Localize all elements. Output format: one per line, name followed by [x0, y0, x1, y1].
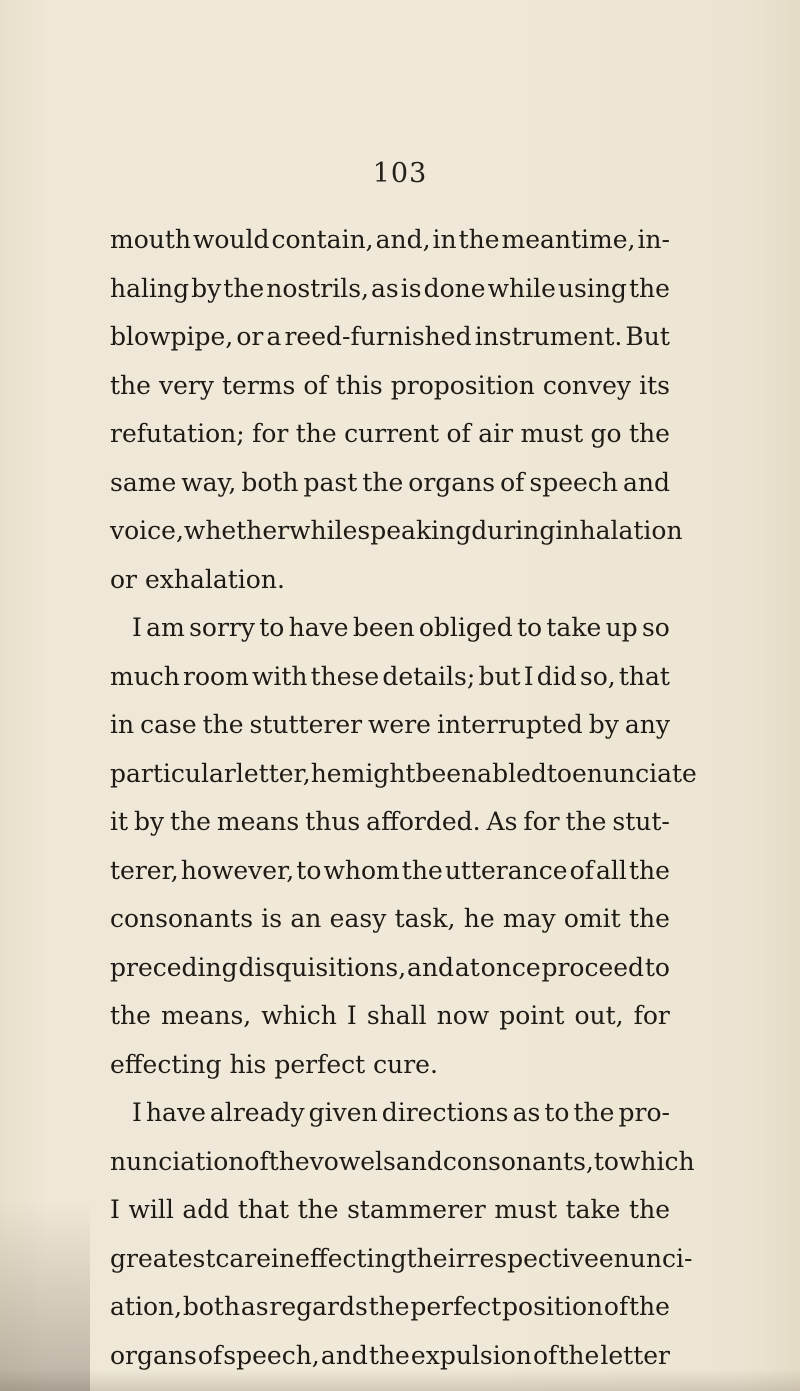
word: of [603, 1292, 629, 1321]
word: But [625, 322, 670, 351]
word: to [546, 758, 572, 788]
text-line [110, 604, 670, 653]
word: refutation; [110, 419, 245, 448]
word: in [432, 225, 457, 254]
word: vowels [309, 1146, 396, 1176]
word: mouth [110, 225, 192, 254]
word: organs [408, 467, 496, 497]
word: these [310, 661, 380, 691]
word: and [320, 1340, 368, 1370]
text-line [110, 410, 670, 459]
word: shall [366, 1001, 427, 1030]
word: the [458, 225, 500, 254]
text-line [110, 1089, 670, 1138]
word: the [362, 467, 404, 497]
text-line [110, 653, 670, 702]
word: during [471, 516, 556, 545]
word: the [629, 1195, 670, 1224]
word: any [624, 710, 670, 739]
word: is [261, 904, 283, 933]
word: organs [110, 1340, 197, 1370]
word: out, [574, 1001, 624, 1030]
word: this [335, 370, 383, 400]
word: thus [305, 807, 361, 836]
word: effecting [295, 1243, 407, 1273]
word: the [629, 419, 670, 448]
word: both [241, 467, 299, 497]
word: must [494, 1195, 558, 1224]
word: afforded. [366, 807, 481, 836]
word: have [145, 1098, 206, 1127]
body-text [110, 216, 697, 1380]
word: the [629, 904, 670, 933]
text-line [110, 362, 670, 411]
word: so, [579, 661, 616, 691]
word: did [536, 661, 577, 691]
word: with [251, 661, 308, 691]
word: am [146, 613, 185, 642]
word: and [395, 1146, 443, 1176]
word: as [371, 273, 399, 303]
word: the [297, 1195, 339, 1224]
word: way, [181, 467, 237, 497]
word: I [132, 1098, 142, 1127]
text-line [110, 847, 670, 896]
word: the [629, 1292, 670, 1321]
word: done [423, 273, 486, 303]
word: to [593, 1146, 619, 1176]
word: proposition [390, 370, 535, 400]
word: case [140, 710, 197, 739]
word: it [110, 807, 129, 836]
text-line [110, 701, 670, 750]
word: for [523, 807, 560, 836]
word: past [303, 467, 358, 497]
word: for [633, 1001, 670, 1030]
word: as [240, 1292, 269, 1321]
text-line [110, 1283, 670, 1332]
word: once [480, 952, 541, 982]
word: I [523, 661, 534, 691]
text-line [110, 1138, 695, 1187]
word: very [158, 370, 214, 400]
word: would [192, 225, 270, 254]
word: whom [323, 855, 400, 885]
word: same [110, 467, 177, 497]
word: of [244, 1146, 269, 1176]
word: directions [381, 1098, 509, 1127]
word: take [546, 613, 602, 642]
word: so [641, 613, 670, 642]
word: meantime, [501, 225, 636, 254]
word: I [110, 1195, 120, 1224]
word: disquisitions, [238, 952, 407, 982]
word: means [216, 807, 300, 836]
word: speech [529, 467, 618, 497]
word: were [368, 710, 431, 739]
word: he [463, 904, 495, 933]
word: terer, [110, 855, 179, 885]
word: utterance [444, 855, 568, 885]
word: may [502, 904, 556, 933]
word: point [499, 1001, 565, 1030]
page-bottom-shadow [0, 1369, 800, 1391]
word: a [266, 322, 282, 351]
word: enunciate [572, 758, 697, 788]
word: and [407, 952, 455, 982]
word: nunciation [110, 1146, 245, 1176]
text-line [110, 750, 697, 799]
word: letter, [235, 758, 311, 788]
word: by [133, 807, 165, 836]
word: to [517, 613, 543, 642]
word: interrupted [436, 710, 583, 739]
text-line [110, 798, 670, 847]
word: in- [637, 225, 670, 254]
word: consonants, [442, 1146, 594, 1176]
word: position [502, 1292, 604, 1321]
text-line [110, 265, 670, 314]
text-line [110, 313, 670, 362]
word: the [268, 1146, 310, 1176]
word: respective [467, 1243, 599, 1273]
text-line [110, 895, 670, 944]
word: task, [394, 904, 456, 933]
word: ation, [110, 1292, 183, 1321]
word: care [215, 1243, 272, 1273]
word: means, [160, 1001, 252, 1030]
word: current [344, 419, 440, 448]
word: reed-furnished [284, 322, 472, 351]
word: perfect [410, 1292, 502, 1321]
word: of [500, 467, 525, 497]
word: proceed [541, 952, 645, 982]
word: inhalation [555, 516, 683, 545]
word: the [295, 419, 337, 448]
word: in [271, 1243, 296, 1273]
word: much [110, 661, 180, 691]
word: pro- [618, 1098, 670, 1127]
word: the [558, 1340, 600, 1370]
word: particular [110, 758, 236, 788]
word: their [406, 1243, 468, 1273]
word: of [197, 1340, 223, 1370]
word: to [644, 952, 670, 982]
word: whether [183, 516, 290, 545]
word: convey [542, 370, 632, 400]
word: that [618, 661, 670, 691]
word: must [520, 419, 584, 448]
word: As [486, 807, 518, 836]
word: as [512, 1098, 541, 1127]
word: an [290, 904, 322, 933]
word: regards [269, 1292, 368, 1321]
word: however, [180, 855, 295, 885]
word: be [415, 758, 447, 788]
word: easy [329, 904, 387, 933]
word: the [368, 1340, 410, 1370]
text-line [110, 459, 670, 508]
word: been [352, 613, 415, 642]
word: the [202, 710, 244, 739]
word: the [401, 855, 443, 885]
word: while [289, 516, 358, 545]
word: haling [110, 273, 190, 303]
word: blowpipe, [110, 322, 234, 351]
word: obliged [418, 613, 513, 642]
word: stutterer [249, 710, 363, 739]
word: to [296, 855, 322, 885]
word: of [569, 855, 594, 885]
word: nostrils, [266, 273, 369, 303]
word: have [288, 613, 349, 642]
text-line [110, 992, 670, 1041]
word: I [132, 613, 142, 642]
word: its [639, 370, 670, 400]
word: to [259, 613, 285, 642]
word: by [588, 710, 619, 739]
word: instrument. [474, 322, 623, 351]
word: omit [563, 904, 621, 933]
word: which [261, 1001, 337, 1030]
word: to [544, 1098, 570, 1127]
word: of [446, 419, 471, 448]
word: consonants [110, 904, 254, 933]
word: the [110, 1001, 151, 1030]
word: preceding [110, 952, 238, 982]
word: the [628, 855, 670, 885]
word: using [557, 273, 627, 303]
word: but [478, 661, 521, 691]
text-line: effecting his perfect cure. [110, 1049, 438, 1079]
word: letter [600, 1340, 670, 1370]
word: and, [375, 225, 431, 254]
word: the [368, 1292, 410, 1321]
word: in [110, 710, 135, 739]
word: or [236, 322, 264, 351]
word: speech, [223, 1340, 320, 1370]
word: take [565, 1195, 621, 1224]
word: the [110, 370, 151, 400]
word: voice, [110, 516, 184, 545]
word: speaking [357, 516, 472, 545]
word: stammerer [347, 1195, 486, 1224]
word: that [237, 1195, 289, 1224]
word: sorry [189, 613, 255, 642]
word: enunci- [598, 1243, 693, 1273]
word: contain, [271, 225, 374, 254]
word: at [454, 952, 480, 982]
word: both [182, 1292, 241, 1321]
word: the [565, 807, 607, 836]
word: and [622, 467, 670, 497]
word: while [487, 273, 556, 303]
word: the [223, 273, 265, 303]
text-line: or exhalation. [110, 564, 285, 594]
word: might [341, 758, 416, 788]
word: terms [222, 370, 296, 400]
word: of [303, 370, 328, 400]
word: up [605, 613, 638, 642]
word: the [628, 273, 670, 303]
word: room [183, 661, 249, 691]
word: he [310, 758, 342, 788]
word: add [182, 1195, 230, 1224]
word: given [308, 1098, 378, 1127]
word: the [170, 807, 211, 836]
word: all [596, 855, 627, 885]
word: for [252, 419, 289, 448]
word: now [436, 1001, 490, 1030]
word: which [618, 1146, 695, 1176]
word: is [400, 273, 422, 303]
text-line [110, 1186, 670, 1235]
text-line [110, 216, 670, 265]
word: by [191, 273, 222, 303]
page-corner-shadow [0, 1200, 90, 1391]
word: details; [382, 661, 476, 691]
text-line [110, 507, 683, 556]
word: stut- [612, 807, 670, 836]
text-line [110, 944, 670, 993]
word: enabled [446, 758, 547, 788]
word: the [573, 1098, 615, 1127]
word: air [478, 419, 514, 448]
page-number: 103 [372, 158, 428, 189]
word: greatest [110, 1243, 216, 1273]
word: I [346, 1001, 357, 1030]
text-line [110, 1235, 693, 1284]
word: of [532, 1340, 558, 1370]
word: go [590, 419, 622, 448]
word: expulsion [410, 1340, 532, 1370]
word: will [128, 1195, 174, 1224]
word: already [209, 1098, 305, 1127]
